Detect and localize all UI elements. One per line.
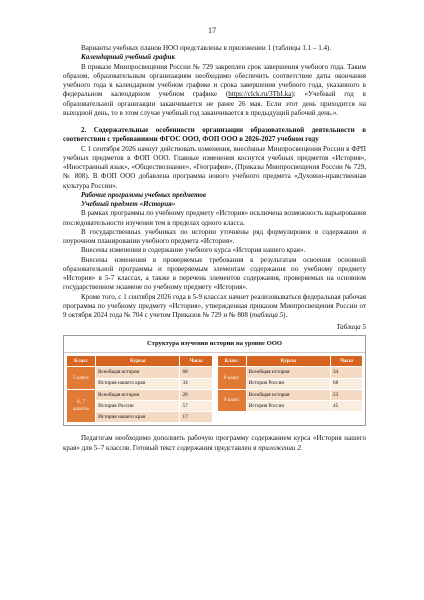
header-courses: Курсы	[96, 355, 180, 367]
paragraph-history-1: В рамках программы по учебному предмету «История» исключена возможность варьирования последовательности изучения тем в пределах одного класса.	[63, 209, 366, 227]
appendix-reference: приложении 2	[258, 443, 301, 452]
paragraph-calendar-text-2: ): «Учебный год в образовательной организации заканчивается не ранее 26 мая. Если этот день приходится на выходной день, то в этом случае учебный год заканчивается в предыдущий рабочий день.».	[63, 90, 366, 117]
history-structure-table	[63, 335, 366, 427]
hours-cell: 68	[330, 378, 362, 389]
class-cell: 9 класс	[217, 389, 246, 411]
hours-cell: 23	[330, 389, 362, 400]
hours-cell: 34	[180, 378, 212, 389]
paragraph-calendar	[63, 63, 366, 119]
header-courses: Курсы	[246, 355, 330, 367]
hours-cell: 68	[180, 367, 212, 378]
page-number: 17	[208, 26, 216, 35]
paragraph-appendix: Варианты учебных планов НОО представлены в приложении 1 (таблицы 1.1 – 1.4).	[81, 44, 332, 52]
heading-calendar: Календарный учебный график	[81, 53, 176, 62]
course-cell: Всеобщая история	[246, 389, 330, 400]
paragraph-section-2: С 1 сентября 2026 начнут действовать изменения, внесённые Минпросвещения России в ФРП учебных предметов в ФОП ООО. Главные изменения коснутся учебных предметов «История», «Иностранный язык», «Обществознание», «География», (Приказы Минпросвещения России № 729, № 808). В ФОП ООО добавлена программа нового учебного предмета «Духовно-нравственная культура России».	[63, 144, 366, 190]
paragraph-final	[63, 434, 366, 453]
paragraph-history-5-text: Кроме того, с 1 сентября 2026 года в 5-9 классах начнет реализовываться федеральная рабочая программа по учебному предмету «История», утвержденная приказом Минпросвещения России от 9 октября 2024 года № 704 с учетом Приказов № 729 и № 808 (	[63, 292, 366, 319]
hours-cell: 28	[180, 389, 212, 400]
paragraph-final-text: Педагогам необходимо дополнить рабочую программу содержанием курса «История нашего края» для 5–7 классов. Готовый текст содержания представлен в	[63, 434, 366, 452]
header-hours: Часы	[330, 355, 362, 367]
table-right-half	[217, 355, 364, 424]
course-cell: История нашего края	[96, 412, 180, 423]
hours-cell: 45	[330, 400, 362, 411]
course-cell: История России	[246, 378, 330, 389]
class-cell: 5 класс	[67, 367, 96, 389]
paragraph-history-5	[63, 293, 366, 321]
header-class: Класс	[67, 355, 96, 367]
heading-history-subject: Учебный предмет «История»	[81, 200, 176, 208]
paragraph-history-5-end: ).	[283, 311, 288, 319]
heading-work-programs: Рабочие программы учебных предметов	[81, 190, 207, 199]
hours-cell: 57	[180, 400, 212, 411]
course-cell: История России	[246, 400, 330, 411]
table-caption: Таблица 5	[336, 323, 366, 332]
paragraph-final-end: .	[300, 443, 303, 452]
section-2-title: 2. Содержательные особенности организации образовательной деятельности в соответствии с требованиями ФГОС ООО, ФОП ООО в 2026-2027 учебном году	[63, 126, 366, 144]
course-cell: Всеобщая история	[96, 389, 180, 400]
course-cell: Всеобщая история	[246, 367, 330, 378]
paragraph-history-4: Внесены изменения в проверяемые требования к результатам освоения основной образовательной программы и проверяемым элементам содержания по учебному предмету «История» в 5-7 классах, а также в перечень элементов содержания, проверяемых на основном государственном экзамене по учебному предмету «История».	[63, 255, 366, 292]
course-cell: Всеобщая история	[96, 367, 180, 378]
paragraph-history-3: Внесены изменения в содержание учебного курса «История нашего края».	[81, 246, 306, 255]
header-hours: Часы	[180, 355, 212, 367]
table-title: Структура изучения истории на уровне ООО	[64, 336, 365, 353]
paragraph-calendar-text-1: В приказе Минпросвещения России № 729 закреплен срок завершения учебного года. Таким образом, образовательным организациям необходимо обеспечить соответствие даты окончания учебного года в календарном учебном графике и срока завершения учебного года, указанного в федеральном календарном учебном графике (	[63, 62, 366, 99]
paragraph-history-2: В государственных учебниках по истории уточнены ряд формулировок в содержании и поурочном планировании учебного предмета «История».	[63, 227, 366, 245]
class-cell: 8 класс	[217, 367, 246, 389]
class-cell: 6, 7 классы	[67, 389, 96, 423]
table-reference: таблица 5	[252, 311, 284, 319]
hours-cell: 17	[180, 412, 212, 423]
course-cell: История нашего края	[96, 378, 180, 389]
hours-cell: 34	[330, 367, 362, 378]
calendar-link[interactable]: https://clck.ru/3TbLka	[228, 90, 292, 99]
course-cell: История России	[96, 400, 180, 411]
page-body	[63, 44, 366, 453]
header-class: Класс	[217, 355, 246, 367]
table-left-half	[66, 355, 213, 424]
